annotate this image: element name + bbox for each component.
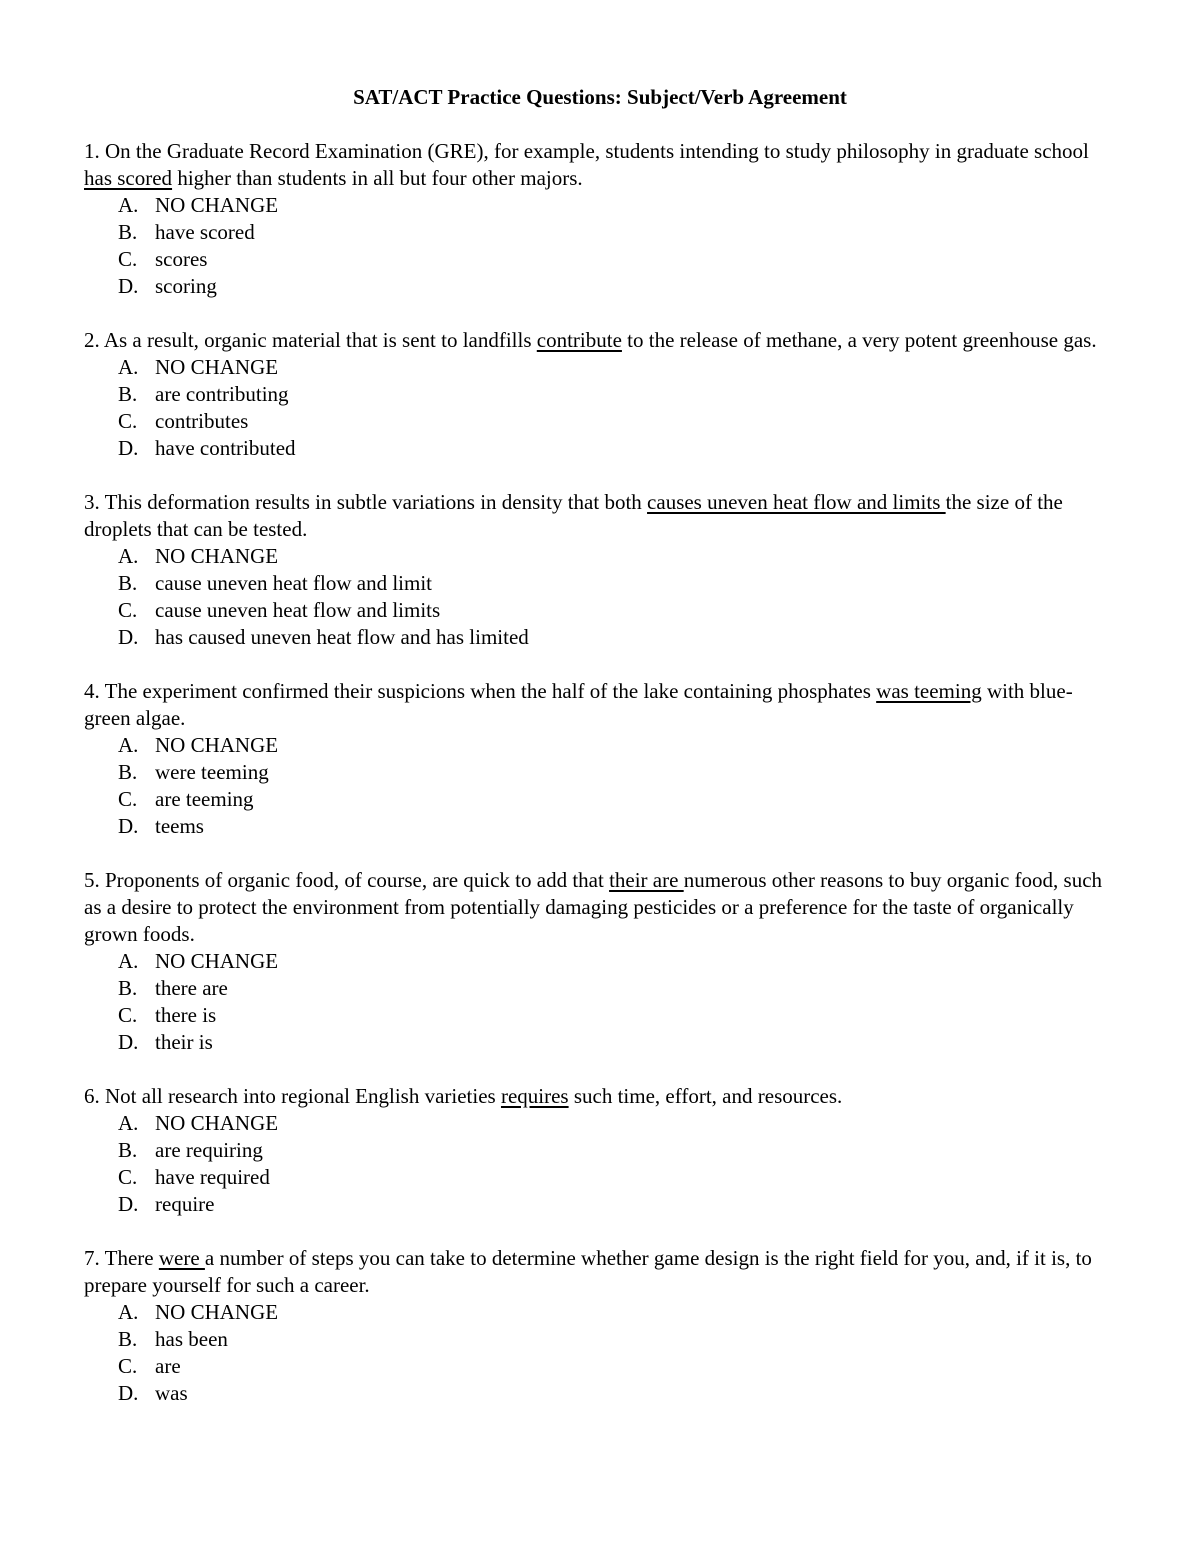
choice-text: NO CHANGE <box>155 949 279 973</box>
choice-text: require <box>155 1192 215 1216</box>
answer-choice <box>118 570 1116 597</box>
answer-choices <box>84 1110 1116 1218</box>
answer-choice <box>118 543 1116 570</box>
choice-text: have required <box>155 1165 270 1189</box>
question-stem-after: to the release of methane, a very potent greenhouse gas. <box>621 328 1097 352</box>
question-text <box>84 138 1116 192</box>
question-text <box>84 489 1116 543</box>
answer-choice <box>118 1299 1116 1326</box>
question-stem-after: higher than students in all but four other majors. <box>172 166 583 190</box>
question-stem-before: 5. Proponents of organic food, of course, are quick to add that <box>84 868 610 892</box>
answer-choice <box>118 1029 1116 1056</box>
question-text <box>84 327 1116 354</box>
answer-choice <box>118 1380 1116 1407</box>
underlined-portion: requires <box>500 1084 569 1108</box>
underlined-portion: has scored <box>84 166 173 190</box>
choice-letter: C. <box>118 787 138 811</box>
answer-choice <box>118 624 1116 651</box>
choice-letter: D. <box>118 1030 139 1054</box>
question-stem-before: 3. This deformation results in subtle variations in density that both <box>84 490 648 514</box>
choice-text: were teeming <box>155 760 269 784</box>
question-stem-before: 2. As a result, organic material that is sent to landfills <box>84 328 537 352</box>
choice-text: teems <box>155 814 204 838</box>
choice-text: scoring <box>155 274 217 298</box>
question-stem-after: such time, effort, and resources. <box>568 1084 843 1108</box>
choice-letter: B. <box>118 760 138 784</box>
question-list <box>84 138 1116 1407</box>
question-1 <box>84 138 1116 300</box>
choice-text: NO CHANGE <box>155 193 279 217</box>
choice-letter: B. <box>118 1327 138 1351</box>
choice-letter: D. <box>118 274 139 298</box>
question-4 <box>84 678 1116 840</box>
question-7 <box>84 1245 1116 1407</box>
choice-text: NO CHANGE <box>155 355 279 379</box>
choice-text: are requiring <box>155 1138 263 1162</box>
choice-letter: B. <box>118 382 138 406</box>
answer-choices <box>84 192 1116 300</box>
choice-text: are <box>155 1354 181 1378</box>
question-6 <box>84 1083 1116 1218</box>
choice-text: cause uneven heat flow and limits <box>155 598 441 622</box>
question-5 <box>84 867 1116 1056</box>
choice-text: was <box>155 1381 188 1405</box>
answer-choice <box>118 246 1116 273</box>
choice-text: has caused uneven heat flow and has limited <box>155 625 529 649</box>
answer-choices <box>84 948 1116 1056</box>
choice-letter: A. <box>118 193 139 217</box>
answer-choice <box>118 732 1116 759</box>
answer-choices <box>84 1299 1116 1407</box>
choice-text: NO CHANGE <box>155 544 279 568</box>
choice-letter: A. <box>118 733 139 757</box>
answer-choice <box>118 1191 1116 1218</box>
answer-choice <box>118 1137 1116 1164</box>
choice-text: NO CHANGE <box>155 733 279 757</box>
answer-choice <box>118 1164 1116 1191</box>
answer-choice <box>118 354 1116 381</box>
choice-text: are contributing <box>155 382 289 406</box>
answer-choices <box>84 543 1116 651</box>
choice-letter: A. <box>118 1300 139 1324</box>
underlined-portion: their are <box>609 868 684 892</box>
answer-choices <box>84 732 1116 840</box>
answer-choice <box>118 408 1116 435</box>
answer-choice <box>118 1326 1116 1353</box>
question-stem-after: with blue-green algae. <box>84 679 1073 730</box>
choice-text: there is <box>155 1003 217 1027</box>
question-text <box>84 678 1116 732</box>
choice-letter: A. <box>118 355 139 379</box>
question-stem-before: 6. Not all research into regional English varieties <box>84 1084 501 1108</box>
answer-choice <box>118 813 1116 840</box>
answer-choice <box>118 975 1116 1002</box>
question-stem-before: 7. There <box>84 1246 159 1270</box>
answer-choice <box>118 381 1116 408</box>
choice-letter: A. <box>118 544 139 568</box>
question-stem-after: numerous other reasons to buy organic food, such as a desire to protect the environment from potentially damaging pesticides or a preference for the taste of organically grown foods. <box>84 868 1103 946</box>
answer-choice <box>118 597 1116 624</box>
choice-letter: C. <box>118 598 138 622</box>
question-2 <box>84 327 1116 462</box>
question-text <box>84 1245 1116 1299</box>
choice-text: there are <box>155 976 228 1000</box>
page-title: SAT/ACT Practice Questions: Subject/Verb Agreement <box>353 85 847 109</box>
choice-letter: B. <box>118 571 138 595</box>
answer-choice <box>118 1110 1116 1137</box>
answer-choice <box>118 759 1116 786</box>
choice-letter: C. <box>118 1354 138 1378</box>
choice-letter: D. <box>118 1381 139 1405</box>
choice-text: are teeming <box>155 787 254 811</box>
answer-choices <box>84 354 1116 462</box>
choice-text: cause uneven heat flow and limit <box>155 571 432 595</box>
choice-letter: B. <box>118 976 138 1000</box>
question-3 <box>84 489 1116 651</box>
question-stem-before: 1. On the Graduate Record Examination (GRE), for example, students intending to study philosophy in graduate school <box>84 139 1089 163</box>
answer-choice <box>118 948 1116 975</box>
choice-letter: D. <box>118 625 139 649</box>
choice-text: their is <box>155 1030 213 1054</box>
choice-letter: B. <box>118 220 138 244</box>
choice-text: have scored <box>155 220 255 244</box>
choice-text: have contributed <box>155 436 296 460</box>
answer-choice <box>118 273 1116 300</box>
choice-letter: C. <box>118 247 138 271</box>
answer-choice <box>118 1002 1116 1029</box>
question-stem-after: a number of steps you can take to determine whether game design is the right field for you, and, if it is, to prepare yourself for such a career. <box>84 1246 1092 1297</box>
choice-text: has been <box>155 1327 228 1351</box>
question-text <box>84 867 1116 948</box>
choice-text: NO CHANGE <box>155 1300 279 1324</box>
answer-choice <box>118 192 1116 219</box>
choice-text: NO CHANGE <box>155 1111 279 1135</box>
choice-letter: D. <box>118 1192 139 1216</box>
choice-letter: D. <box>118 814 139 838</box>
question-stem-after: the size of the droplets that can be tested. <box>84 490 1063 541</box>
answer-choice <box>118 786 1116 813</box>
underlined-portion: contribute <box>536 328 622 352</box>
choice-letter: B. <box>118 1138 138 1162</box>
choice-text: contributes <box>155 409 249 433</box>
answer-choice <box>118 219 1116 246</box>
choice-letter: D. <box>118 436 139 460</box>
choice-text: scores <box>155 247 208 271</box>
choice-letter: A. <box>118 949 139 973</box>
question-stem-before: 4. The experiment confirmed their suspicions when the half of the lake containing phosphates <box>84 679 877 703</box>
choice-letter: C. <box>118 1165 138 1189</box>
underlined-portion: was teeming <box>876 679 982 703</box>
answer-choice <box>118 435 1116 462</box>
choice-letter: A. <box>118 1111 139 1135</box>
underlined-portion: were <box>158 1246 205 1270</box>
choice-letter: C. <box>118 1003 138 1027</box>
choice-letter: C. <box>118 409 138 433</box>
question-text <box>84 1083 1116 1110</box>
answer-choice <box>118 1353 1116 1380</box>
underlined-portion: causes uneven heat flow and limits <box>647 490 946 514</box>
